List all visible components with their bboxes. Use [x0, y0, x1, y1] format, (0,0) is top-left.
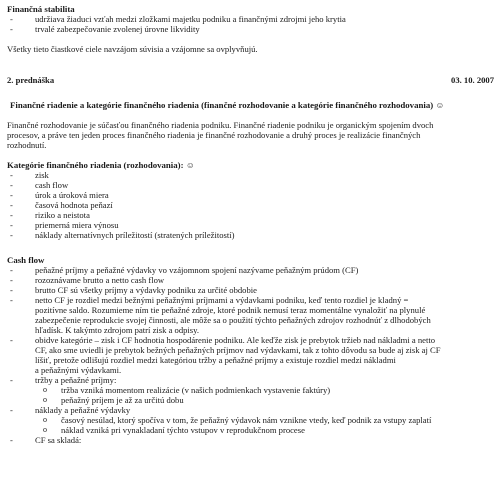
cashflow-list-cont: [7, 405, 494, 415]
item-line: netto CF je rozdiel medzi bežnými peňažnými príjmami a výdavkami podniku, keď tento rozdiel je kladný =: [35, 295, 409, 305]
section-heading-financial-stability: Finančná stabilita: [7, 4, 75, 14]
cashflow-list-end: [7, 435, 494, 445]
sub-list-item: o náklad vzniká pri vynakladaní týchto vstupov v reprodukčnom procese: [7, 425, 494, 435]
sub-list-item: o tržba vzniká momentom realizácie (v našich podmienkach vystavenie faktúry): [7, 385, 494, 395]
cashflow-list: [7, 265, 494, 385]
sub-list-item: o peňažný príjem je až za určitú dobu: [7, 395, 494, 405]
item-line: hľadísk. K takýmto zdrojom patrí zisk a odpisy.: [35, 325, 200, 335]
cost-sublist: [7, 415, 494, 435]
cashflow-heading: Cash flow: [7, 255, 45, 265]
summary-paragraph: Všetky tieto čiastkové ciele navzájom súvisia a vzájomne sa ovplyvňujú.: [7, 44, 258, 54]
sub-list-item: o časový nesúlad, ktorý spočíva v tom, že peňažný výdavok nám vznikne vtedy, keď podnik za vstupy zaplatí: [7, 415, 494, 425]
intro-line: Finančné rozhodovanie je súčasťou finančného riadenia podniku. Finančné riadenie podniku je organickým spojením dvoch: [7, 120, 434, 130]
list-item: - trvalé zabezpečovanie zvolenej úrovne likvidity: [7, 24, 494, 34]
intro-paragraph: [7, 120, 494, 150]
item-line: pozitívne saldo. Rozumieme ním tie peňažné zdroje, ktoré podnik nemusí teraz momentálne vynaložiť na plynulé: [35, 305, 426, 315]
list-item: - cash flow: [7, 180, 494, 190]
lecture-date: 03. 10. 2007: [451, 75, 494, 85]
revenue-sublist: [7, 385, 494, 405]
list-item: [7, 295, 494, 335]
list-item: - udržiava žiaduci vzťah medzi zložkami majetku podniku a finančnými zdrojmi jeho krytia: [7, 14, 494, 24]
main-title: [7, 100, 494, 110]
stability-list: [7, 14, 494, 34]
list-item: - riziko a neistota: [7, 210, 494, 220]
list-item: - rozoznávame brutto a netto cash flow: [7, 275, 494, 285]
list-item: - náklady alternatívnych príležitostí (stratených príležitostí): [7, 230, 494, 240]
item-line: zabezpečenie reprodukcie svojej činnosti, ale môže sa o použití týchto peňažných zdrojov rozhodnúť z dlhodobých: [35, 315, 431, 325]
item-line: CF, ako sme uviedli je prebytok bežných peňažných príjmov nad výdavkami, tak z tohto dôvodu sa bude aj zisk aj CF: [35, 345, 441, 355]
list-item: - tržby a peňažné príjmy:: [7, 375, 494, 385]
main-title-text: Finančné riadenie a kategórie finančného riadenia (finančné rozhodovanie a kategórie finančného rozhodovania): [10, 100, 434, 110]
list-item: - priemerná miera výnosu: [7, 220, 494, 230]
list-item: - úrok a úroková miera: [7, 190, 494, 200]
lecture-label: 2. prednáška: [7, 75, 55, 85]
list-item: - CF sa skladá:: [7, 435, 494, 445]
list-item: - náklady a peňažné výdavky: [7, 405, 494, 415]
item-line: obidve kategórie – zisk i CF hodnotia hospodárenie podniku. Ale keďže zisk je prebytok tržieb nad nákladmi a netto: [35, 335, 436, 345]
intro-line: rozhodnutí.: [7, 140, 47, 150]
list-item: - peňažné príjmy a peňažné výdavky vo vzájomnom spojení nazývame peňažným prúdom (CF): [7, 265, 494, 275]
categories-heading: [7, 160, 494, 170]
list-item: [7, 335, 494, 375]
categories-heading-text: Kategórie finančného riadenia (rozhodovania):: [7, 160, 184, 170]
categories-list: [7, 170, 494, 240]
list-item: - časová hodnota peňazí: [7, 200, 494, 210]
smiley-icon: ☺: [185, 160, 195, 170]
item-line: a peňažnými výdavkami.: [35, 365, 122, 375]
intro-line: procesov, a práve ten jeden proces finančného riadenia je finančné rozhodovanie a druhý proces je realizácie finančných: [7, 130, 421, 140]
smiley-icon: ☺: [435, 100, 445, 110]
item-line: líšiť, pretože odlišujú rozdiel medzi kategóriou tržby a peňažné príjmy a existuje rozdiel medzi nákladmi: [35, 355, 396, 365]
lecture-header: [7, 75, 494, 85]
list-item: - zisk: [7, 170, 494, 180]
list-item: - brutto CF sú všetky príjmy a výdavky podniku za určité obdobie: [7, 285, 494, 295]
